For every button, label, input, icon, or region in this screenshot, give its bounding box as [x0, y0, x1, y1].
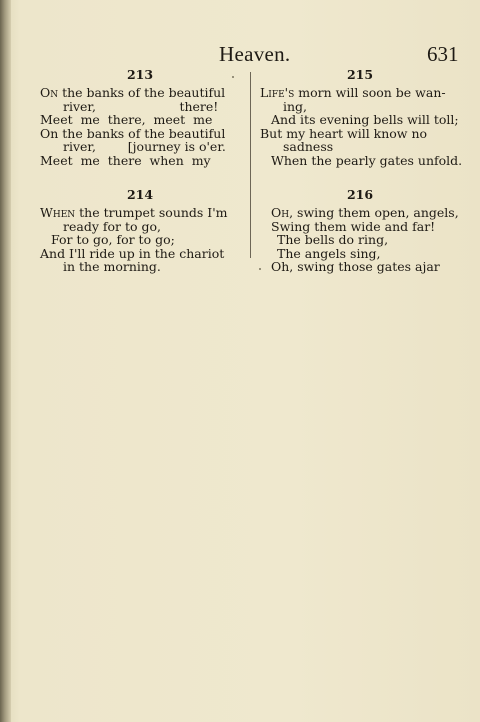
verse-text: river, [journey is o'er. [63, 139, 226, 154]
verse-line [40, 86, 240, 100]
left-column [40, 67, 240, 274]
verse-text: in the morning. [63, 259, 161, 274]
verse-line [260, 206, 460, 220]
paper-speck [232, 76, 234, 78]
verse-line [40, 233, 240, 247]
verse-line [40, 206, 240, 220]
verse-line [260, 247, 460, 261]
verse-line [40, 247, 240, 261]
verse-line [40, 260, 240, 274]
verse-text: morn will soon be wan- [294, 85, 446, 100]
hymn-spacer [40, 167, 240, 187]
hymn-block [260, 67, 463, 168]
verse-text: ing, [283, 98, 308, 114]
verse-text: Meet me there, meet me [40, 112, 213, 127]
verse-text: The bells do ring, [277, 232, 389, 247]
verse-line [40, 140, 240, 154]
running-header [0, 40, 480, 70]
verse-text: Swing them wide and far! [271, 218, 436, 234]
verse-line [260, 152, 463, 168]
verse-line [260, 127, 460, 141]
verse-lead-word: Life's [260, 85, 295, 100]
verse-lead-word: When [40, 205, 76, 220]
hymn-block [40, 187, 240, 274]
verse-line [40, 100, 240, 114]
verse-text: the banks of the beautiful [58, 85, 226, 100]
verse-text: But my heart will know no [260, 125, 428, 141]
hymn-number: 216 [346, 187, 374, 202]
column-divider [250, 72, 251, 258]
verse-text: For to go, for to go; [51, 232, 175, 247]
verse-lead-word: Oh, [271, 205, 294, 220]
verse-text: Oh, swing those gates ajar [271, 259, 440, 274]
verse-line [260, 113, 460, 127]
verse-text: the trumpet sounds I'm [75, 205, 228, 220]
section-title: Heaven. [219, 42, 291, 66]
verse-line [260, 260, 460, 274]
verse-text: And its evening bells will toll; [271, 112, 459, 127]
verse-text: river, there! [63, 98, 219, 114]
right-column [260, 67, 463, 274]
hymn-number: 214 [126, 187, 154, 202]
verse-text: ready for to go, [63, 218, 161, 234]
verse-lead-word: On [40, 85, 59, 100]
hymn-number: 213 [126, 67, 154, 82]
verse-text: The angels sing, [277, 245, 381, 261]
verse-text: When the pearly gates unfold. [271, 152, 463, 168]
verse-line [260, 140, 460, 154]
verse-line [40, 127, 240, 141]
verse-line [40, 220, 240, 234]
verse-text: And I'll ride up in the chariot [40, 245, 225, 261]
hymn-spacer [260, 167, 460, 187]
verse-text: On the banks of the beautiful [40, 125, 226, 141]
book-binding-edge [0, 0, 11, 722]
hymn-block [260, 187, 460, 274]
verse-text: Meet me there when my [40, 152, 211, 168]
verse-line [260, 86, 460, 100]
hymn-number: 215 [346, 67, 374, 82]
paper-speck [259, 268, 261, 270]
verse-line [260, 220, 460, 234]
verse-line [40, 154, 240, 168]
verse-line [260, 233, 460, 247]
page-number: 631 [427, 42, 459, 66]
hymn-block [40, 67, 240, 167]
verse-text: swing them open, angels, [293, 205, 459, 220]
verse-line [260, 100, 460, 114]
verse-text: sadness [283, 139, 334, 154]
verse-line [40, 113, 240, 127]
